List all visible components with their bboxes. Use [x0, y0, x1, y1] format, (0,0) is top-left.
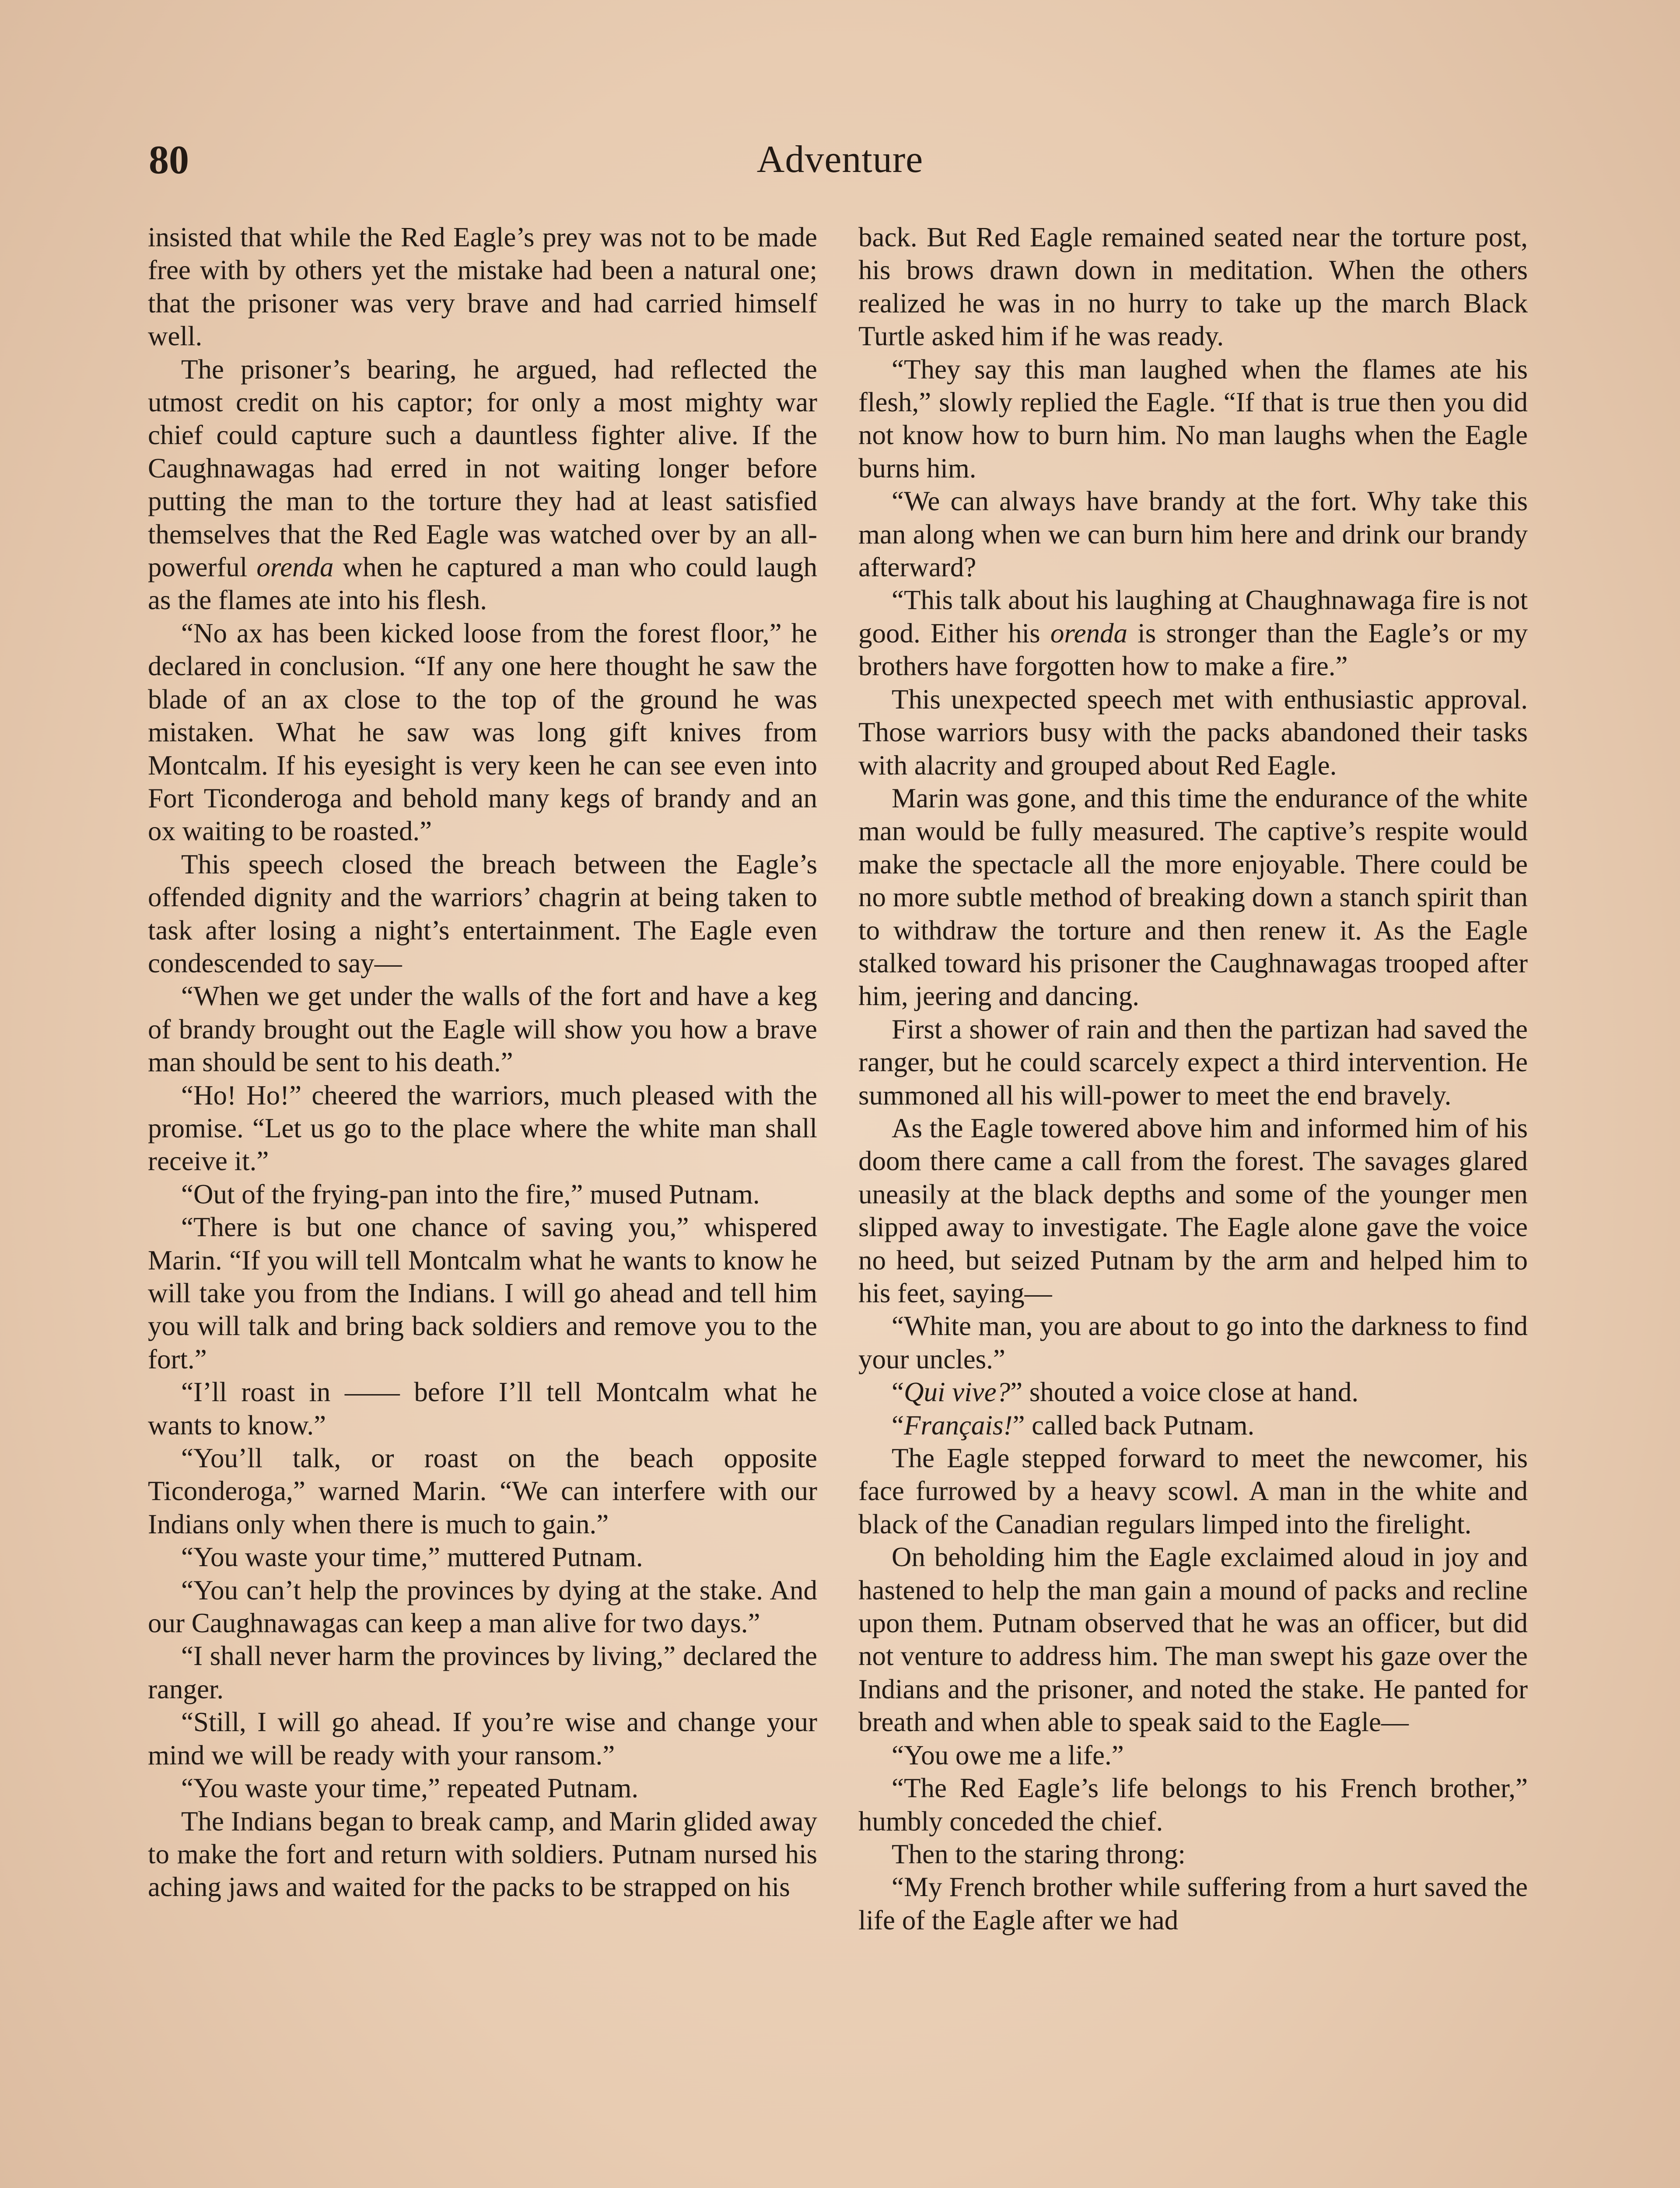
paragraph: The Indians began to break camp, and Marin glided away to make the fort and return with soldiers. Putnam nursed his aching jaws and waited for the packs to be strapped on his: [148, 1806, 817, 1903]
page-header: [149, 127, 1531, 193]
paragraph: “I shall never harm the provinces by living,” declared the ranger.: [148, 1641, 817, 1704]
paragraph: “My French brother while suffering from a hurt saved the life of the Eagle after we had: [858, 1872, 1528, 1936]
paragraph: This unexpected speech met with enthusiastic approval. Those warriors busy with the packs abandoned their tasks with alacrity and grouped about Red Eagle.: [858, 684, 1528, 781]
paragraph: Marin was gone, and this time the endurance of the white man would be fully measured. The captive’s respite would make the spectacle all the more enjoyable. There could be no more subtle method of breaking down a stanch spirit than to withdraw the torture and then renew it. As the Eagle stalked toward his prisoner the Caughnawagas trooped after him, jeering and dancing.: [858, 782, 1528, 1012]
paragraph: “This talk about his laughing at Chaughnawaga fire is not good. Either his orenda is stronger than the Eagle’s or my brothers have forgotten how to make a fire.”: [858, 585, 1528, 682]
paragraph: “Ho! Ho!” cheered the warriors, much pleased with the promise. “Let us go to the place where the white man shall receive it.”: [148, 1080, 817, 1177]
right-column: [858, 221, 1528, 1937]
page-number: 80: [149, 137, 189, 182]
paragraph: On beholding him the Eagle exclaimed aloud in joy and hastened to help the man gain a mound of packs and recline upon them. Putnam observed that he was an officer, but did not venture to address him. The man swept his gaze over the Indians and the prisoner, and noted the stake. He panted for breath and when able to speak said to the Eagle—: [858, 1542, 1528, 1738]
paragraph: Then to the staring throng:: [892, 1838, 1186, 1869]
left-column: [148, 221, 817, 1904]
paragraph: “Français!” called back Putnam.: [892, 1410, 1255, 1441]
paragraph: “You’ll talk, or roast on the beach opposite Ticonderoga,” warned Marin. “We can interfere with our Indians only when there is much to gain.”: [148, 1443, 817, 1539]
paragraph: “We can always have brandy at the fort. Why take this man along when we can burn him here and drink our brandy afterward?: [858, 486, 1528, 583]
paragraph: “White man, you are about to go into the darkness to find your uncles.”: [858, 1311, 1528, 1375]
paragraph: The prisoner’s bearing, he argued, had reflected the utmost credit on his captor; for only a most mighty war chief could capture such a dauntless fighter alive. If the Caughnawagas had erred in not waiting longer before putting the man to the torture they had at least satisfied themselves that the Red Eagle was watched over by an all-powerful orenda when he captured a man who could laugh as the flames ate into his flesh.: [148, 354, 818, 616]
paragraph: insisted that while the Red Eagle’s prey was not to be made free with by others yet the mistake had been a natural one; that the prisoner was very brave and had carried himself well.: [148, 222, 817, 352]
paragraph: The Eagle stepped forward to meet the newcomer, his face furrowed by a heavy scowl. A man in the white and black of the Canadian regulars limped into the firelight.: [858, 1443, 1528, 1539]
paragraph: “Out of the frying-pan into the fire,” mused Putnam.: [181, 1178, 760, 1210]
paragraph: back. But Red Eagle remained seated near the torture post, his brows drawn down in meditation. When the others realized he was in no hurry to take up the march Black Turtle asked him if he was ready.: [858, 222, 1528, 352]
paragraph: “Qui vive?” shouted a voice close at hand.: [892, 1377, 1359, 1408]
paragraph: “Still, I will go ahead. If you’re wise and change your mind we will be ready with your ransom.”: [148, 1707, 817, 1771]
paragraph: “You waste your time,” muttered Putnam.: [181, 1542, 643, 1573]
paragraph: “When we get under the walls of the fort and have a keg of brandy brought out the Eagle will show you how a brave man should be sent to his death.”: [148, 981, 817, 1078]
paragraph: This speech closed the breach between the Eagle’s offended dignity and the warriors’ chagrin at being taken to task after losing a night’s entertainment. The Eagle even condescended to say—: [148, 849, 817, 978]
paragraph: “The Red Eagle’s life belongs to his French brother,” humbly conceded the chief.: [858, 1773, 1528, 1837]
paragraph: First a shower of rain and then the partizan had saved the ranger, but he could scarcely expect a third intervention. He summoned all his will-power to meet the end bravely.: [858, 1013, 1528, 1111]
paragraph: “No ax has been kicked loose from the forest floor,” he declared in conclusion. “If any one here thought he saw the blade of an ax close to the top of the ground he was mistaken. What he saw was long gift knives from Montcalm. If his eyesight is very keen he can see even into Fort Ticonderoga and behold many kegs of brandy and an ox waiting to be roasted.”: [148, 617, 817, 847]
running-head: Adventure: [756, 138, 924, 181]
paragraph: “I’ll roast in —— before I’ll tell Montcalm what he wants to know.”: [148, 1377, 817, 1441]
paragraph: As the Eagle towered above him and informed him of his doom there came a call from the forest. The savages glared uneasily at the black depths and some of the younger men slipped away to investigate. The Eagle alone gave the voice no heed, but seized Putnam by the arm and helped him to his feet, saying—: [858, 1112, 1528, 1308]
paragraph: “There is but one chance of saving you,” whispered Marin. “If you will tell Montcalm what he wants to know he will take you from the Indians. I will go ahead and tell him you will talk and bring back soldiers and remove you to the fort.”: [148, 1212, 817, 1375]
paragraph: “You owe me a life.”: [892, 1739, 1124, 1771]
paragraph: “You waste your time,” repeated Putnam.: [181, 1773, 639, 1804]
paragraph: “They say this man laughed when the flames ate his flesh,” slowly replied the Eagle. “If that is true then you did not know how to burn him. No man laughs when the Eagle burns him.: [858, 354, 1528, 484]
paragraph: “You can’t help the provinces by dying at the stake. And our Caughnawagas can keep a man alive for two days.”: [148, 1574, 817, 1639]
